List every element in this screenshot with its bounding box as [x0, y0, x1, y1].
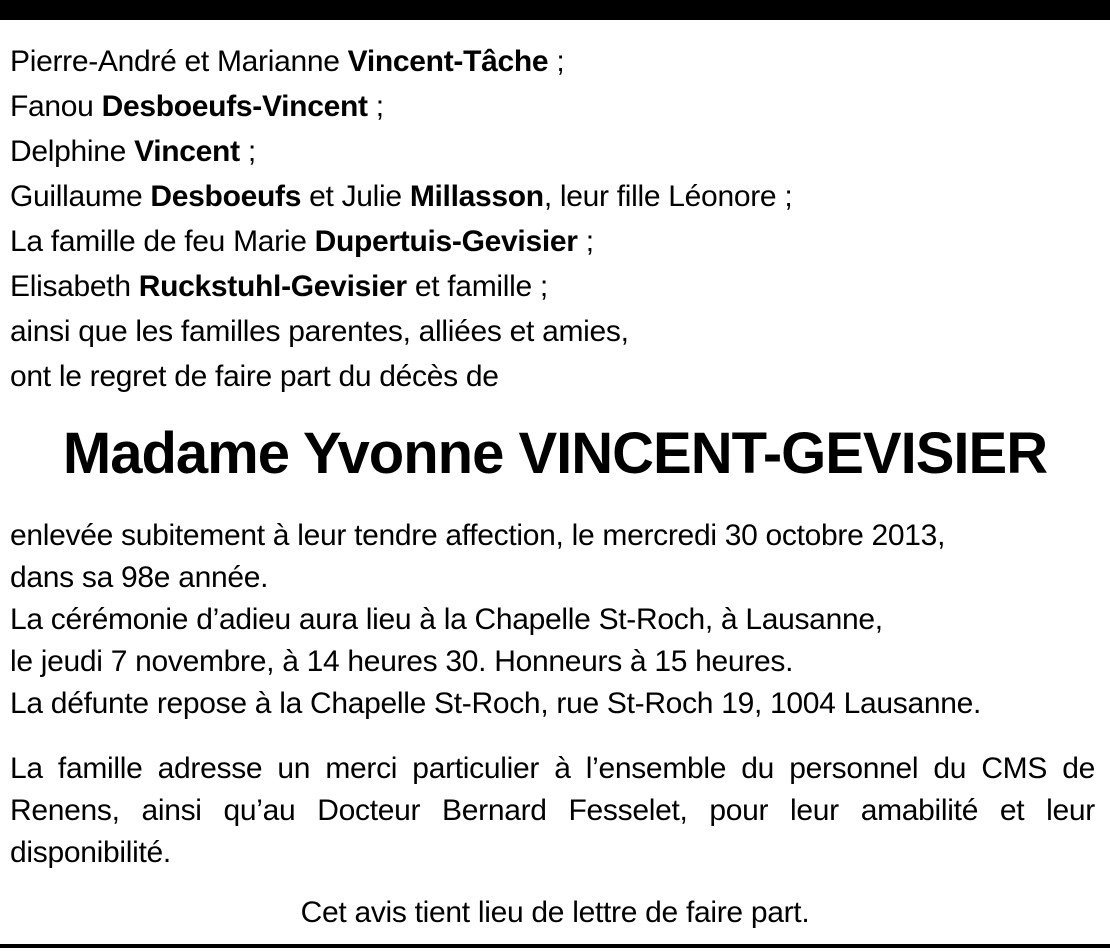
family-surname: Desboeufs: [150, 180, 302, 213]
family-given-names: Delphine: [10, 135, 135, 168]
detail-line: enlevée subitement à leur tendre affection, le mercredi 30 octobre 2013,: [10, 519, 946, 552]
announcement-details: [10, 515, 1100, 725]
family-connector: et Julie: [301, 180, 410, 213]
family-suffix: ;: [548, 45, 565, 78]
closing-note: Cet avis tient lieu de lettre de faire part.: [300, 896, 810, 929]
deceased-name-heading: Madame Yvonne VINCENT-GEVISIER: [62, 421, 1048, 486]
family-line: [10, 129, 1100, 174]
family-suffix: ;: [577, 225, 594, 258]
family-surname: Desboeufs-Vincent: [101, 90, 368, 123]
bottom-rule: [0, 944, 1110, 948]
family-surname: Vincent-Tâche: [347, 45, 549, 78]
family-text: ainsi que les familles parentes, alliées et amies,: [10, 315, 629, 348]
family-suffix: et famille ;: [406, 270, 548, 303]
thanks-paragraph: La famille adresse un merci particulier à l’ensemble du personnel du CMS de Renens, ainsi qu’au Docteur Bernard Fesselet, pour leur amabilité et leur disponibilité.: [10, 752, 1095, 869]
family-surname: Vincent: [134, 135, 240, 168]
family-line: [10, 84, 1100, 129]
detail-line: le jeudi 7 novembre, à 14 heures 30. Honneurs à 15 heures.: [10, 645, 794, 678]
family-given-names: Fanou: [10, 90, 102, 123]
family-line: [10, 309, 1100, 354]
family-surname: Ruckstuhl-Gevisier: [138, 270, 407, 303]
family-suffix: , leur fille Léonore ;: [543, 180, 793, 213]
family-line: [10, 264, 1100, 309]
family-given-names: Elisabeth: [10, 270, 139, 303]
family-given-names: La famille de feu Marie: [10, 225, 315, 258]
detail-line: La cérémonie d’adieu aura lieu à la Chapelle St-Roch, à Lausanne,: [10, 603, 883, 636]
family-line: [10, 354, 1100, 399]
family-surname: Dupertuis-Gevisier: [314, 225, 578, 258]
detail-line: La défunte repose à la Chapelle St-Roch, rue St-Roch 19, 1004 Lausanne.: [10, 687, 982, 720]
detail-line: dans sa 98e année.: [10, 561, 269, 594]
thanks-paragraph-wrapper: [10, 748, 1095, 874]
family-text: ont le regret de faire part du décès de: [10, 360, 499, 393]
top-black-bar: [0, 0, 1110, 20]
family-given-names: Guillaume: [10, 180, 151, 213]
family-suffix: ;: [239, 135, 256, 168]
family-line: [10, 174, 1100, 219]
family-surname-2: Millasson: [409, 180, 544, 213]
family-list: [10, 39, 1100, 399]
family-line: [10, 39, 1100, 84]
family-line: [10, 219, 1100, 264]
family-given-names: Pierre-André et Marianne: [10, 45, 348, 78]
family-suffix: ;: [367, 90, 384, 123]
